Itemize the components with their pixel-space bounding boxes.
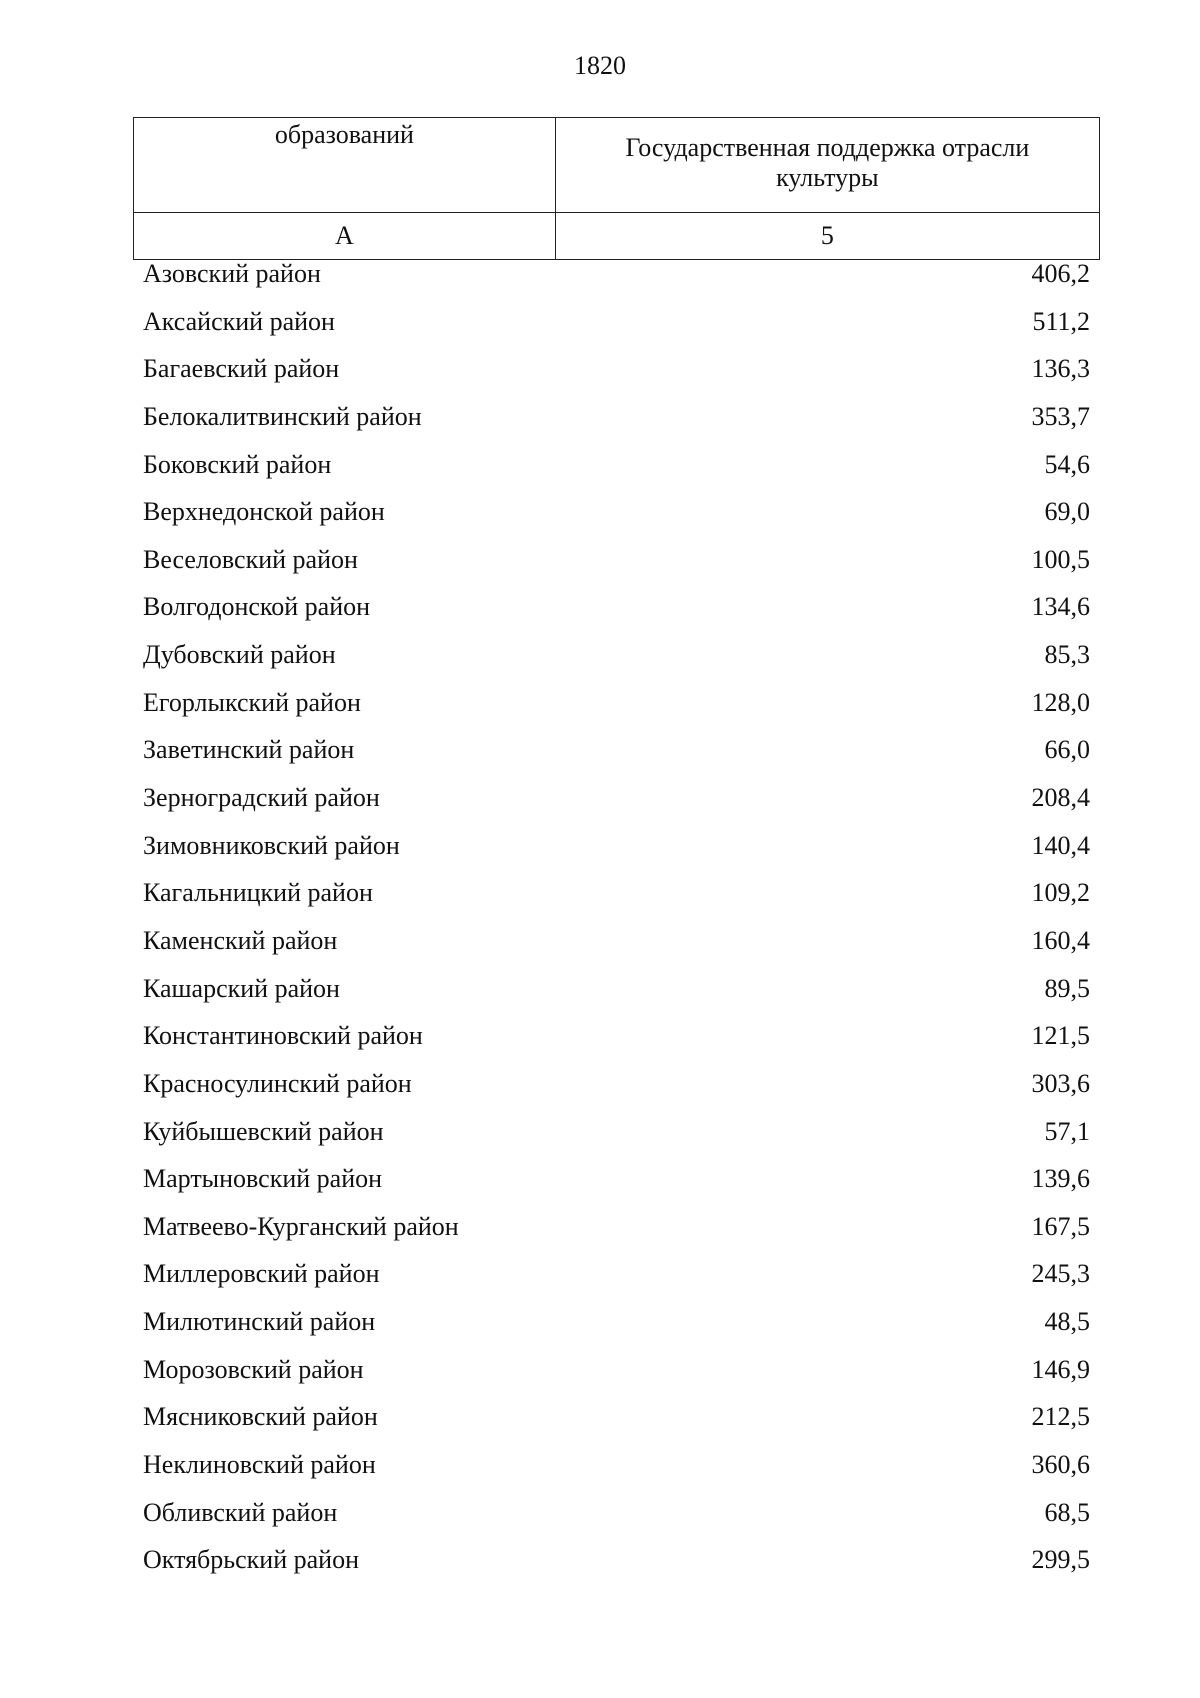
support-amount: 134,6 — [1031, 592, 1090, 622]
district-name: Верхнедонской район — [143, 497, 385, 527]
district-name: Каменский район — [143, 925, 338, 955]
district-name: Миллеровский район — [143, 1259, 380, 1289]
column-a-index: А — [134, 213, 556, 260]
district-name: Неклиновский район — [143, 1450, 376, 1480]
support-amount: 139,6 — [1031, 1164, 1090, 1194]
support-amount: 85,3 — [1044, 640, 1090, 670]
district-name: Волгодонской район — [143, 592, 371, 622]
table-row — [143, 1346, 1090, 1394]
support-amount: 511,2 — [1032, 306, 1090, 336]
district-name: Константиновский район — [143, 1021, 423, 1051]
district-name: Куйбышевский район — [143, 1116, 384, 1146]
support-amount: 66,0 — [1044, 735, 1090, 765]
support-amount: 121,5 — [1031, 1021, 1090, 1051]
support-amount: 140,4 — [1031, 830, 1090, 860]
district-name: Багаевский район — [143, 354, 340, 384]
district-name: Красносулинский район — [143, 1068, 412, 1098]
table-row — [143, 345, 1090, 393]
table-row — [143, 536, 1090, 584]
support-amount: 406,2 — [1031, 259, 1090, 288]
district-name: Азовский район — [143, 259, 321, 288]
support-amount: 167,5 — [1031, 1211, 1090, 1241]
table-row — [143, 822, 1090, 870]
support-amount: 57,1 — [1044, 1116, 1090, 1146]
district-name: Кагальницкий район — [143, 878, 373, 908]
support-amount: 353,7 — [1031, 401, 1090, 431]
support-amount: 360,6 — [1031, 1450, 1090, 1480]
district-name: Кашарский район — [143, 973, 340, 1003]
table-row — [143, 488, 1090, 536]
district-name: Заветинский район — [143, 735, 355, 765]
district-name: Мартыновский район — [143, 1164, 383, 1194]
table-row — [143, 917, 1090, 965]
table-row — [143, 298, 1090, 346]
district-name: Милютинский район — [143, 1307, 376, 1337]
table-row — [143, 250, 1090, 298]
support-amount: 128,0 — [1031, 687, 1090, 717]
table-row — [143, 393, 1090, 441]
table-row — [143, 965, 1090, 1013]
support-amount: 212,5 — [1031, 1402, 1090, 1432]
support-amount: 208,4 — [1031, 783, 1090, 813]
table-row — [143, 679, 1090, 727]
table-row — [143, 1536, 1090, 1584]
table-header-row — [134, 118, 1100, 213]
district-name: Зимовниковский район — [143, 830, 400, 860]
support-amount: 299,5 — [1031, 1545, 1090, 1575]
support-amount: 146,9 — [1031, 1354, 1090, 1384]
table-row — [143, 1393, 1090, 1441]
table-row — [143, 1155, 1090, 1203]
support-amount: 69,0 — [1044, 497, 1090, 527]
district-name: Дубовский район — [143, 640, 336, 670]
district-name: Матвеево-Курганский район — [143, 1211, 459, 1241]
district-name: Обливский район — [143, 1497, 338, 1527]
table-row — [143, 441, 1090, 489]
table-row — [143, 869, 1090, 917]
table-row — [143, 583, 1090, 631]
column-a-title: образований — [134, 118, 556, 213]
table-row — [143, 631, 1090, 679]
table-row — [143, 1012, 1090, 1060]
district-name: Веселовский район — [143, 544, 358, 574]
district-name: Белокалитвинский район — [143, 401, 422, 431]
support-amount: 109,2 — [1031, 878, 1090, 908]
table-row — [143, 1060, 1090, 1108]
table-body — [143, 250, 1090, 1584]
support-amount: 100,5 — [1031, 544, 1090, 574]
table-row — [143, 1250, 1090, 1298]
support-amount: 303,6 — [1031, 1068, 1090, 1098]
district-name: Аксайский район — [143, 306, 335, 336]
column-b-index: 5 — [555, 213, 1099, 260]
support-amount: 136,3 — [1031, 354, 1090, 384]
table-row — [143, 1298, 1090, 1346]
district-name: Зерноградский район — [143, 783, 380, 813]
district-name: Мясниковский район — [143, 1402, 378, 1432]
table-row — [143, 774, 1090, 822]
district-name: Морозовский район — [143, 1354, 364, 1384]
district-name: Егорлыкский район — [143, 687, 361, 717]
district-name: Боковский район — [143, 449, 332, 479]
support-amount: 48,5 — [1044, 1307, 1090, 1337]
page-number: 1820 — [574, 51, 626, 80]
table-row — [143, 1203, 1090, 1251]
table-row — [143, 1489, 1090, 1537]
table-row — [143, 1108, 1090, 1156]
support-amount: 245,3 — [1031, 1259, 1090, 1289]
support-amount: 54,6 — [1044, 449, 1090, 479]
support-amount: 68,5 — [1044, 1497, 1090, 1527]
table-header — [133, 117, 1100, 260]
table-row — [143, 726, 1090, 774]
table-row — [143, 1441, 1090, 1489]
district-name: Октябрьский район — [143, 1545, 359, 1575]
support-amount: 160,4 — [1031, 925, 1090, 955]
support-amount: 89,5 — [1044, 973, 1090, 1003]
column-b-title: Государственная поддержка отрасли культуры — [555, 118, 1099, 213]
